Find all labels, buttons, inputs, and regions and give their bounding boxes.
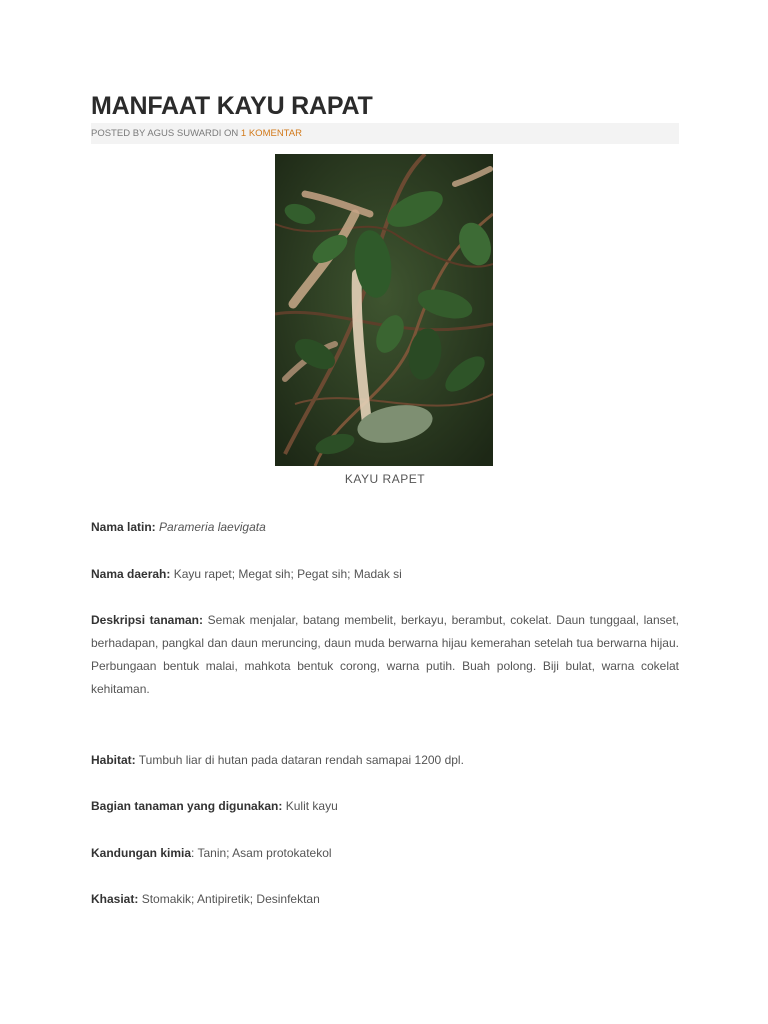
post-title: MANFAAT KAYU RAPAT <box>91 92 373 120</box>
field-label: Nama latin: <box>91 520 156 534</box>
field-value: Stomakik; Antipiretik; Desinfektan <box>141 892 320 906</box>
field-nama-daerah <box>91 563 679 586</box>
field-label: Bagian tanaman yang digunakan: <box>91 799 283 813</box>
field-label: Habitat: <box>91 753 136 767</box>
field-label: Khasiat: <box>91 892 139 906</box>
field-deskripsi <box>91 609 679 701</box>
field-habitat <box>91 749 679 772</box>
field-value: Tumbuh liar di hutan pada dataran rendah samapai 1200 dpl. <box>138 753 464 767</box>
plant-photo <box>275 154 493 466</box>
field-khasiat <box>91 888 679 911</box>
field-value: Semak menjalar, batang membelit, berkayu, berambut, cokelat. Daun tunggaal, lanset, berhadapan, pangkal dan daun meruncing, daun muda berwarna hijau kemerahan setelah tua berwarna hijau. Perbungaan bentuk malai, mahkota bentuk corong, warna putih. Buah polong. Biji bulat, warna cokelat kehitaman. <box>91 613 679 696</box>
post-meta <box>91 123 679 144</box>
field-value: Parameria laevigata <box>159 520 266 534</box>
field-bagian-tanaman <box>91 795 679 818</box>
field-kandungan-kimia <box>91 842 679 865</box>
field-label: Deskripsi tanaman: <box>91 613 204 627</box>
field-value: Kayu rapet; Megat sih; Pegat sih; Madak si <box>173 567 402 581</box>
field-nama-latin <box>91 516 679 539</box>
field-value: Kulit kayu <box>285 799 338 813</box>
field-label: Kandungan kimia <box>91 846 192 860</box>
comments-link[interactable]: 1 KOMENTAR <box>240 128 302 139</box>
post-meta-author: POSTED BY AGUS SUWARDI ON <box>91 128 241 139</box>
field-value: : Tanin; Asam protokatekol <box>191 846 332 860</box>
photo-caption: KAYU RAPET <box>344 472 426 486</box>
field-label: Nama daerah: <box>91 567 171 581</box>
